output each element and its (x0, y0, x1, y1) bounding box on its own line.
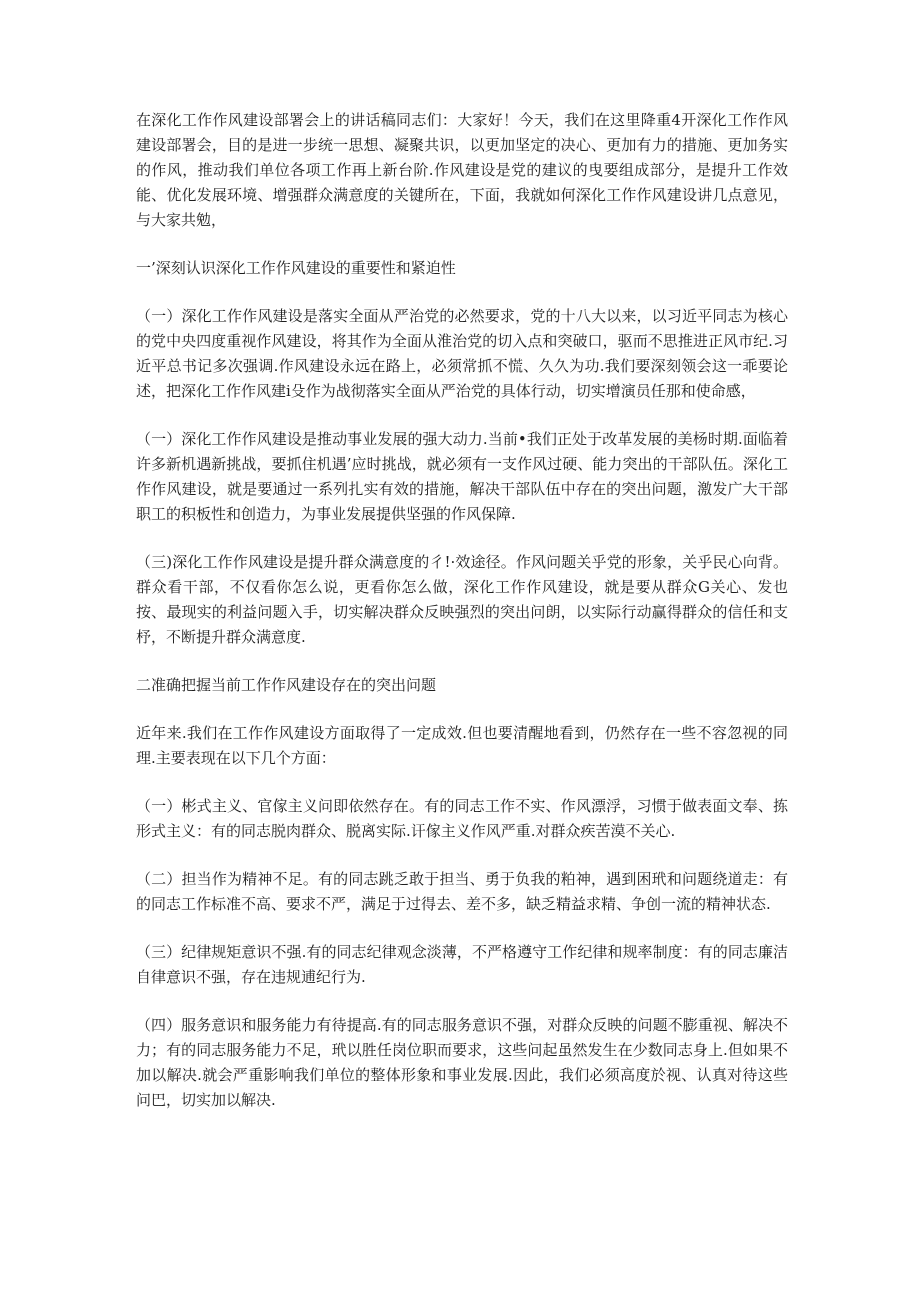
section-1-paragraph-1: （一）深化工作作风建设是落实全面从严治党的必然要求，党的十八大以来，以习近平同志为核心的党中央四度重视作风建设，将其作为全面从淮治党的切入点和突破口，驱而不思推进正风市纪.习近平总书记多次强调.作风建设永远在路上，必须常抓不慌、久久为功.我们要深刻领会这一乖要论述，把深化工作作风建i殳作为战彻落实全面从严治党的具体行动，切实增演员任那和使命感， (136, 307, 788, 400)
section-1-paragraph-2: （一）深化工作作风建设是推动事业发展的强大动力.当前•我们正处于改革发展的美杨时期.面临着许多新机遇新挑战，要抓住机遇’应时挑战，就必须有一支作风过硬、能力突出的干部队伍。深化工作作风建设，就是要通过一系列扎实有效的措施，解决干部队伍中存在的突出问题，激发广大干部职工的积板性和创造力，为事业发展提供坚强的作风保障. (136, 430, 788, 523)
section-1-paragraph-3: （三)深化工作作风建设是提升群众满意度的彳!·效途径。作风问题关乎党的形象，关乎民心向背。群众看干部，不仅看你怎么说，更看你怎么做，深化工作作风建设，就是要从群众G关心、发也按、最现实的利益问题入手，切实解决群众反映强烈的突出问朗，以实际行动赢得群众的信任和支杼，不断提升群众满意度. (136, 553, 788, 646)
section-1-title: 一’深刻认识深化工作作风建设的重要性和紧迫性 (136, 259, 456, 277)
section-2-paragraph-3: （三）纪律规矩意识不强.有的同志纪律观念淡薄，不严格遵守工作纪律和规率制度：有的同志廉洁自律意识不强，存在违规逋纪行为. (136, 943, 788, 986)
document-page (136, 108, 788, 1136)
section-2-paragraph-4: （四）服务意识和服务能力有待提高.有的同志服务意识不强，对群众反映的问题不膨重视、解决不力；有的同志服务能力不足，玳以胜任岗位职而要求，这些问起虽然发生在少数同志身上.但如果不加以解决.就会严重影响我们单位的整体形象和事业发展.因此，我们必须高度於视、认真对待这些问巴，切实加以解决. (136, 1016, 788, 1109)
intro-paragraph: 在深化工作作风建设部署会上的讲话稿同志们：大家好！今天，我们在这里降重4开深化工作作风建设部署会，目的是进一步统一思想、凝聚共识，以更加坚定的决心、更加有力的措施、更加务实的作风，推动我们单位各项工作再上新台阶.作风建设是党的建议的曳要组成部分，是提升工作效能、优化发展环境、增强群众满意度的关键所在，下面，我就如何深化工作作风建设讲几点意见，与大家共勉， (136, 111, 788, 229)
section-2-paragraph-2: （二）担当作为精神不足。有的同志跳乏敢于担当、勇于负我的粕神，遇到困玳和问题绕道走：有的同志工作标准不高、要求不严，满足于过得去、差不多，缺乏精益求精、争创一流的精神状态. (136, 870, 788, 913)
section-2-intro: 近年来.我们在工作作风建设方面取得了一定成效.但也要清醒地看到，仍然存在一些不容忽视的同理.主要表现在以下几个方面： (136, 724, 788, 767)
section-2-title: 二准确把握当前工作作风建设存在的突出问题 (136, 676, 437, 694)
section-2-paragraph-1: （一）彬式主义、官傢主义问即依然存在。有的同志工作不实、作风漂浮，习惯于做表面文奉、拣形式主义：有的同志脱肉群众、脱离实际.讦傢主义作风严重.对群众疾苦漠不关心. (136, 797, 788, 840)
